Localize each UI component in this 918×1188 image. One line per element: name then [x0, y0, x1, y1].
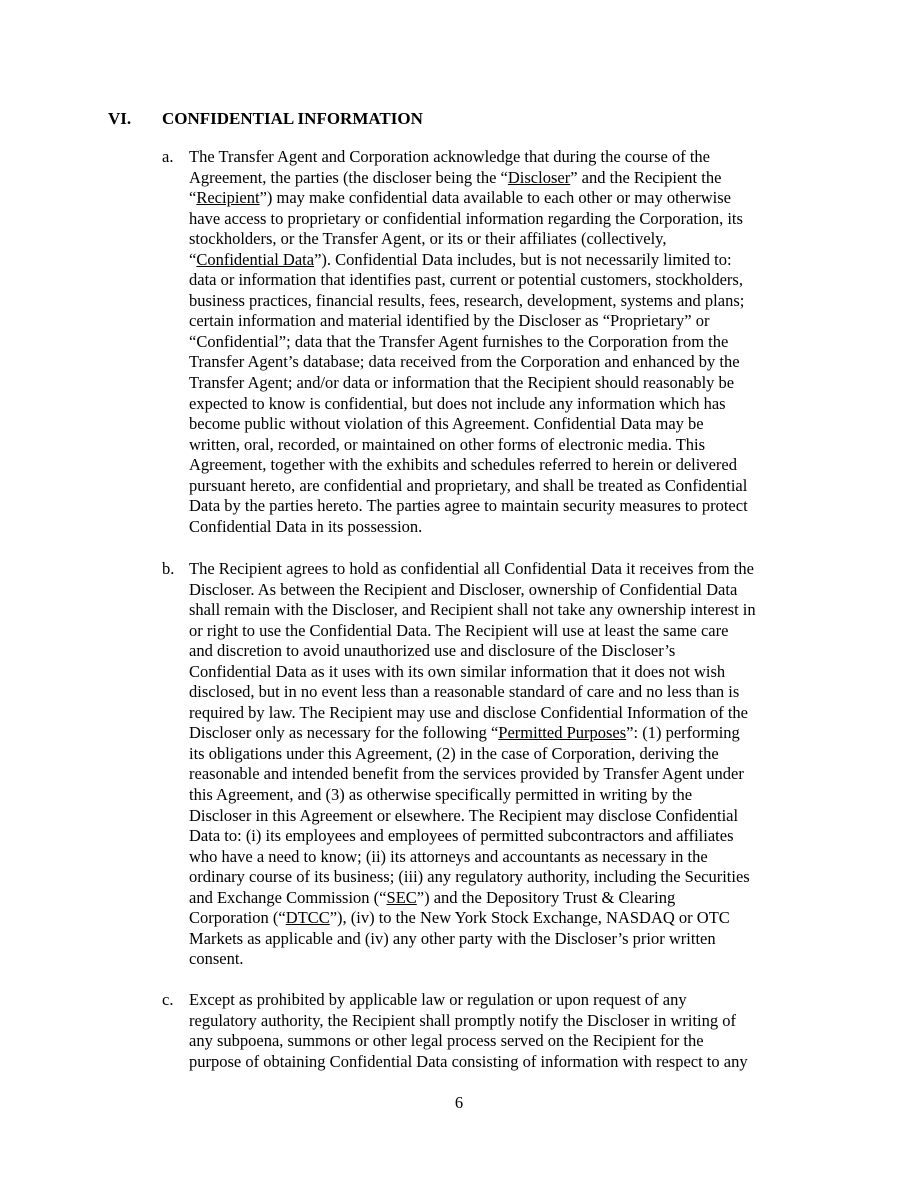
text-run: ordinary course of its business; (iii) any regulatory authority, including the Securities [189, 867, 750, 887]
paragraph-label: a. [162, 147, 174, 166]
defined-term: Recipient [196, 188, 260, 208]
paragraph-label: c. [162, 990, 174, 1009]
text-line [189, 785, 822, 806]
section-title: CONFIDENTIAL INFORMATION [162, 109, 423, 128]
text-line [189, 908, 822, 929]
text-line [189, 847, 822, 868]
text-line [189, 414, 822, 435]
text-run: written, oral, recorded, or maintained on other forms of electronic media. This [189, 434, 706, 454]
text-line [189, 291, 822, 312]
text-run: and discretion to avoid unauthorized use and disclosure of the Discloser’s [189, 641, 676, 661]
text-run: data or information that identifies past, current or potential customers, stockholders, [189, 270, 743, 290]
text-run: who have a need to know; (ii) its attorneys and accountants as necessary in the [189, 846, 708, 866]
text-run: purpose of obtaining Confidential Data consisting of information with respect to any [189, 1051, 748, 1071]
text-line [189, 621, 822, 642]
text-run: expected to know is confidential, but does not include any information which has [189, 393, 726, 413]
text-line [189, 949, 822, 970]
text-run: Agreement, together with the exhibits and schedules referred to herein or delivered [189, 455, 737, 475]
text-run: Except as prohibited by applicable law or regulation or upon request of any [189, 990, 687, 1009]
paragraph-label: b. [162, 559, 175, 578]
text-line [189, 888, 822, 909]
text-line [189, 1031, 822, 1052]
text-run: Data by the parties hereto. The parties agree to maintain security measures to protect [189, 496, 748, 516]
text-run: Transfer Agent; and/or data or information that the Recipient should reasonably be [189, 373, 735, 393]
text-line [189, 580, 822, 601]
text-line [189, 332, 822, 353]
text-run: any subpoena, summons or other legal process served on the Recipient for the [189, 1031, 704, 1051]
text-run: Discloser in this Agreement or elsewhere. The Recipient may disclose Confidential [189, 805, 739, 825]
text-line [189, 229, 822, 250]
text-run: Discloser only as necessary for the following “ [189, 723, 499, 743]
text-run: Data to: (i) its employees and employees of permitted subcontractors and affiliates [189, 826, 734, 846]
text-run: reasonable and intended benefit from the services provided by Transfer Agent under [189, 764, 744, 784]
text-line [189, 1011, 822, 1032]
defined-term: Discloser [507, 167, 571, 187]
text-line [189, 867, 822, 888]
text-run: ”), (iv) to the New York Stock Exchange, NASDAQ or OTC [329, 908, 730, 928]
text-run: its obligations under this Agreement, (2) in the case of Corporation, deriving the [189, 743, 719, 763]
text-run: ” and the Recipient the [570, 167, 722, 187]
text-line [189, 270, 822, 291]
text-run: business practices, financial results, fees, research, development, systems and plans; [189, 290, 745, 310]
text-line [189, 1052, 822, 1073]
text-run: consent. [189, 949, 244, 969]
text-run: required by law. The Recipient may use and disclose Confidential Information of the [189, 702, 749, 722]
text-line [189, 476, 822, 497]
paragraph-body [162, 559, 822, 970]
text-line [189, 250, 822, 271]
text-run: this Agreement, and (3) as otherwise specifically permitted in writing by the [189, 785, 693, 805]
text-run: Agreement, the parties (the discloser being the “ [189, 167, 508, 187]
paragraph-c [162, 990, 822, 1072]
text-run: ”). Confidential Data includes, but is not necessarily limited to: [314, 249, 732, 269]
section-number: VI. [108, 109, 132, 128]
text-line [189, 311, 822, 332]
defined-term: Permitted Purposes [498, 723, 627, 743]
text-run: ”: (1) performing [626, 723, 740, 743]
text-run: and Exchange Commission (“ [189, 887, 387, 907]
text-run: ”) and the Depository Trust & Clearing [416, 887, 676, 907]
paragraph-body [162, 147, 822, 537]
text-line [189, 559, 822, 580]
text-line [189, 209, 822, 230]
text-line [189, 744, 822, 765]
text-run: “ [189, 249, 197, 269]
text-line [189, 188, 822, 209]
text-run: pursuant hereto, are confidential and proprietary, and shall be treated as Confidential [189, 475, 748, 495]
text-run: “ [189, 188, 197, 208]
text-run: stockholders, or the Transfer Agent, or its or their affiliates (collectively, [189, 229, 667, 249]
text-run: ”) may make confidential data available to each other or may otherwise [259, 188, 731, 208]
text-line [189, 455, 822, 476]
text-line [189, 662, 822, 683]
defined-term: DTCC [285, 908, 330, 928]
text-line [189, 435, 822, 456]
paragraph-b [162, 559, 822, 970]
text-run: Markets as applicable and (iv) any other party with the Discloser’s prior written [189, 928, 716, 948]
defined-term: Confidential Data [196, 249, 315, 269]
paragraph-body [162, 990, 822, 1072]
text-line [189, 496, 822, 517]
text-line [189, 723, 822, 744]
text-line [189, 517, 822, 538]
text-line [189, 703, 822, 724]
text-line [189, 641, 822, 662]
page-number: 6 [454, 1093, 464, 1112]
text-run: Confidential Data as it uses with its own similar information that it does not wish [189, 661, 726, 681]
text-line [189, 826, 822, 847]
text-run: certain information and material identified by the Discloser as “Proprietary” or [189, 311, 710, 331]
text-run: disclosed, but in no event less than a reasonable standard of care and no less than is [189, 682, 740, 702]
defined-term: SEC [386, 887, 417, 907]
text-line [189, 806, 822, 827]
text-run: Corporation (“ [189, 908, 286, 928]
text-run: or right to use the Confidential Data. The Recipient will use at least the same care [189, 620, 729, 640]
text-line [189, 394, 822, 415]
text-run: Discloser. As between the Recipient and Discloser, ownership of Confidential Data [189, 579, 738, 599]
text-line [189, 600, 822, 621]
text-line [189, 682, 822, 703]
text-run: shall remain with the Discloser, and Recipient shall not take any ownership interest in [189, 600, 756, 620]
text-run: “Confidential”; data that the Transfer Agent furnishes to the Corporation from the [189, 331, 729, 351]
text-run: The Recipient agrees to hold as confidential all Confidential Data it receives from the [189, 559, 754, 578]
text-line [189, 168, 822, 189]
text-run: regulatory authority, the Recipient shall promptly notify the Discloser in writing of [189, 1010, 736, 1030]
text-run: Confidential Data in its possession. [189, 516, 423, 536]
paragraph-a [162, 147, 822, 537]
text-line [189, 352, 822, 373]
text-run: have access to proprietary or confidential information regarding the Corporation, its [189, 208, 743, 228]
text-line [189, 764, 822, 785]
text-line [189, 147, 822, 168]
text-run: become public without violation of this Agreement. Confidential Data may be [189, 414, 704, 434]
text-line [189, 373, 822, 394]
text-line [189, 929, 822, 950]
text-line [189, 990, 822, 1011]
text-run: Transfer Agent’s database; data received from the Corporation and enhanced by the [189, 352, 740, 372]
text-run: The Transfer Agent and Corporation acknowledge that during the course of the [189, 147, 710, 166]
